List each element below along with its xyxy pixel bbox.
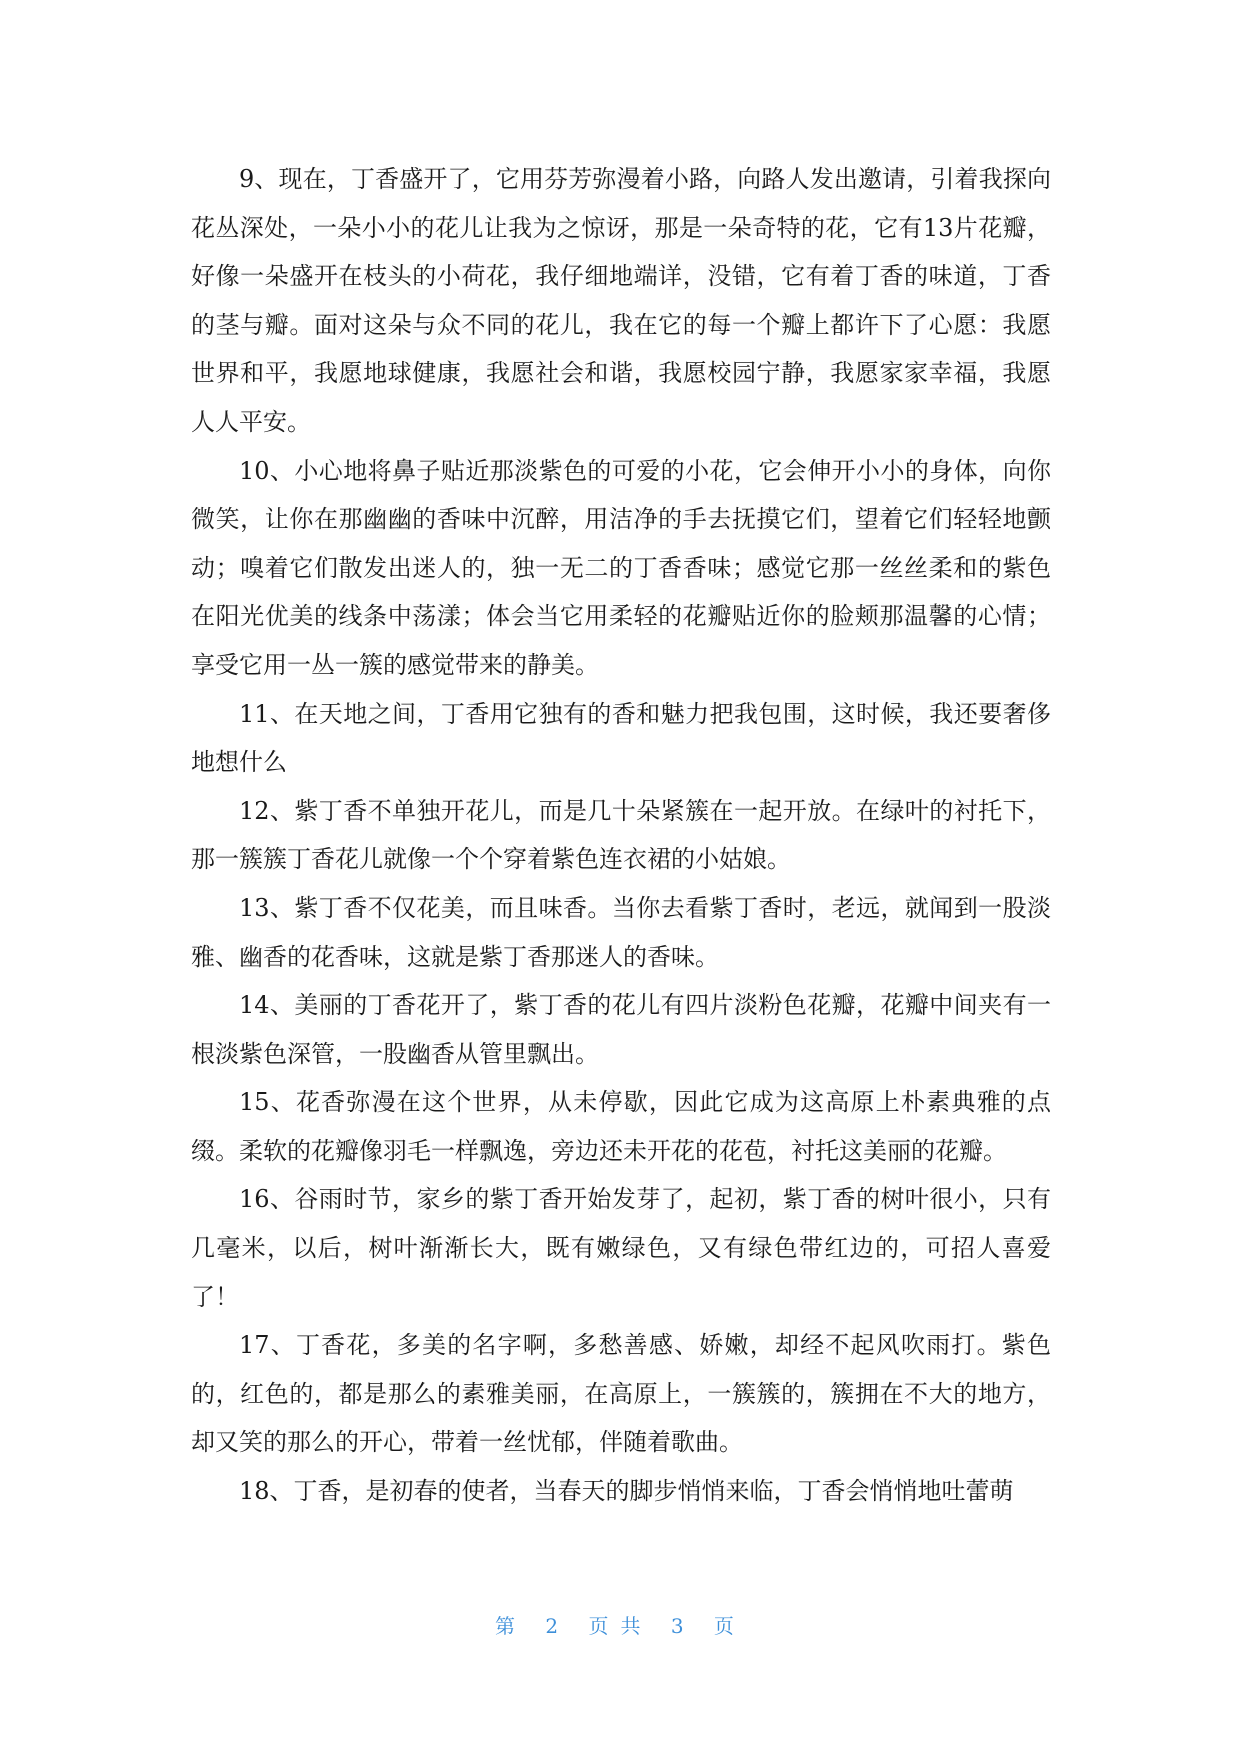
paragraph-12: 12、紫丁香不单独开花儿，而是几十朵紧簇在一起开放。在绿叶的衬托下，那一簇簇丁香花儿就像一个个穿着紫色连衣裙的小姑娘。	[191, 796, 1051, 874]
paragraph-18: 18、丁香，是初春的使者，当春天的脚步悄悄来临，丁香会悄悄地吐蕾萌	[239, 1477, 1014, 1506]
paragraph-13: 13、紫丁香不仅花美，而且味香。当你去看紫丁香时，老远，就闻到一股淡雅、幽香的花香味，这就是紫丁香那迷人的香味。	[191, 893, 1051, 971]
paragraph-16: 16、谷雨时节，家乡的紫丁香开始发芽了，起初，紫丁香的树叶很小，只有几毫米，以后，树叶渐渐长大，既有嫩绿色，又有绿色带红边的，可招人喜爱了！	[191, 1185, 1051, 1311]
paragraph-9: 9、现在，丁香盛开了，它用芬芳弥漫着小路，向路人发出邀请，引着我探向花丛深处，一朵小小的花儿让我为之惊讶，那是一朵奇特的花，它有13片花瓣，好像一朵盛开在枝头的小荷花，我仔细地端详，没错，它有着丁香的味道，丁香的茎与瓣。面对这朵与众不同的花儿，我在它的每一个瓣上都许下了心愿：我愿世界和平，我愿地球健康，我愿社会和谐，我愿校园宁静，我愿家家幸福，我愿人人平安。	[191, 165, 1051, 436]
paragraph-15: 15、花香弥漫在这个世界，从未停歇，因此它成为这高原上朴素典雅的点缀。柔软的花瓣像羽毛一样飘逸，旁边还未开花的花苞，衬托这美丽的花瓣。	[191, 1088, 1051, 1165]
page-number-footer: 第 2 页共 3 页	[495, 1614, 746, 1638]
paragraph-14: 14、美丽的丁香花开了，紫丁香的花儿有四片淡粉色花瓣，花瓣中间夹有一根淡紫色深管，一股幽香从管里飘出。	[191, 991, 1051, 1068]
paragraph-11: 11、在天地之间，丁香用它独有的香和魅力把我包围，这时候，我还要奢侈地想什么	[191, 699, 1051, 777]
paragraph-10: 10、小心地将鼻子贴近那淡紫色的可爱的小花，它会伸开小小的身体，向你微笑，让你在那幽幽的香味中沉醉，用洁净的手去抚摸它们，望着它们轻轻地颤动；嗅着它们散发出迷人的，独一无二的丁香香味；感觉它那一丝丝柔和的紫色在阳光优美的线条中荡漾；体会当它用柔轻的花瓣贴近你的脸颊那温馨的心情；享受它用一丛一簇的感觉带来的静美。	[191, 456, 1051, 679]
paragraph-17: 17、丁香花，多美的名字啊，多愁善感、娇嫩，却经不起风吹雨打。紫色的，红色的，都是那么的素雅美丽，在高原上，一簇簇的，簇拥在不大的地方，却又笑的那么的开心，带着一丝忧郁，伴随着歌曲。	[191, 1331, 1051, 1457]
document-body	[191, 155, 1051, 1516]
